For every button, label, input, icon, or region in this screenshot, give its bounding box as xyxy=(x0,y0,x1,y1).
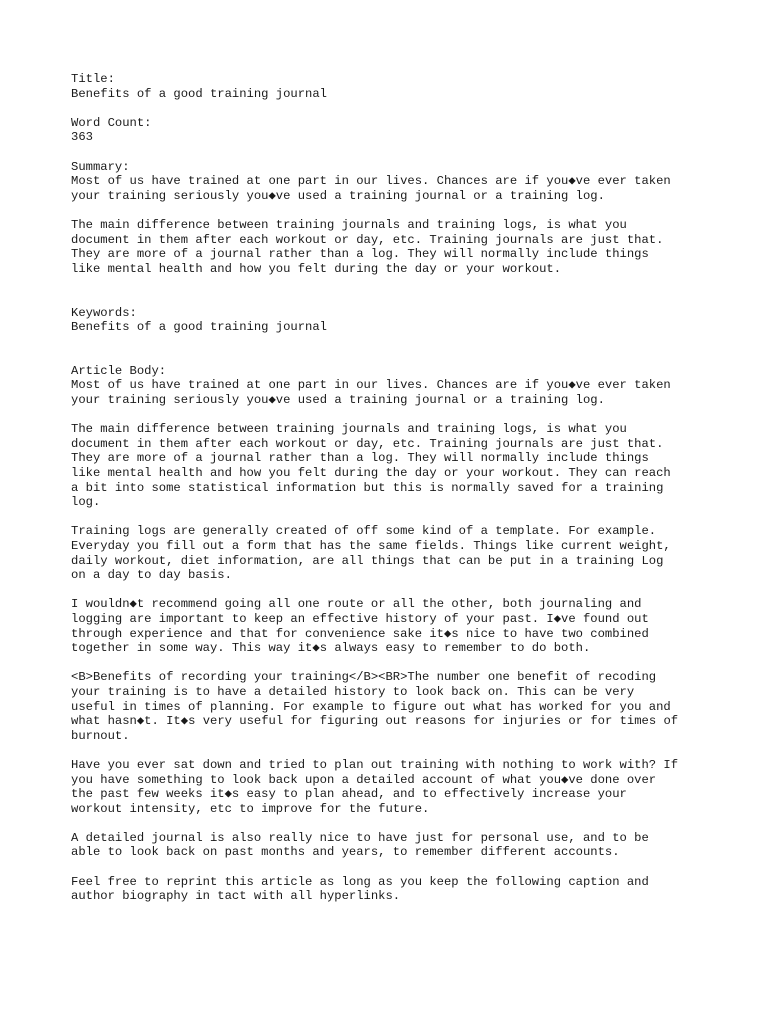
text-line: They are more of a journal rather than a log. They will normally include things xyxy=(71,451,649,466)
text-line: able to look back on past months and years, to remember different accounts. xyxy=(71,845,620,860)
title-label: Title: xyxy=(71,72,115,86)
article-paragraph xyxy=(71,670,751,743)
text-line: daily workout, diet information, are all things that can be put in a training Log xyxy=(71,553,664,568)
article-paragraph xyxy=(71,524,751,582)
keywords-value: Benefits of a good training journal xyxy=(71,320,327,335)
text-line: A detailed journal is also really nice to have just for personal use, and to be xyxy=(71,830,649,845)
word-count-value: 363 xyxy=(71,130,93,145)
text-line: the past few weeks it◆s easy to plan ahead, and to effectively increase your xyxy=(71,787,627,802)
title-value: Benefits of a good training journal xyxy=(71,86,327,101)
text-line: like mental health and how you felt during the day or your workout. They can reach xyxy=(71,466,671,481)
text-line: Training logs are generally created of off some kind of a template. For example. xyxy=(71,524,657,539)
summary-paragraph xyxy=(71,218,751,276)
text-line: what hasn◆t. It◆s very useful for figuring out reasons for injuries or for times of xyxy=(71,714,679,729)
article-paragraph xyxy=(71,831,751,860)
text-line: I wouldn◆t recommend going all one route or all the other, both journaling and xyxy=(71,597,642,612)
article-body-section xyxy=(71,378,751,903)
summary-section xyxy=(71,174,751,276)
article-body-label: Article Body: xyxy=(71,363,167,378)
text-line: workout intensity, etc to improve for the future. xyxy=(71,801,430,816)
text-line: They are more of a journal rather than a log. They will normally include things xyxy=(71,247,649,262)
text-line: Most of us have trained at one part in our lives. Chances are if you◆ve ever taken xyxy=(71,174,671,189)
text-line: log. xyxy=(71,495,101,510)
text-line: together in some way. This way it◆s always easy to remember to do both. xyxy=(71,641,591,656)
article-paragraph xyxy=(71,758,751,816)
keywords-label: Keywords: xyxy=(71,305,137,320)
text-line: author biography in tact with all hyperlinks. xyxy=(71,889,401,904)
word-count-label: Word Count: xyxy=(71,115,152,130)
text-line: on a day to day basis. xyxy=(71,568,232,583)
summary-label: Summary: xyxy=(71,159,130,174)
document-page xyxy=(71,72,751,904)
summary-paragraph xyxy=(71,174,751,203)
text-line: you have something to look back upon a detailed account of what you◆ve done over xyxy=(71,772,657,787)
text-line: Most of us have trained at one part in our lives. Chances are if you◆ve ever taken xyxy=(71,378,671,393)
text-line: useful in times of planning. For example to figure out what has worked for you and xyxy=(71,699,671,714)
text-line: your training seriously you◆ve used a training journal or a training log. xyxy=(71,393,605,408)
text-line: Have you ever sat down and tried to plan out training with nothing to work with? If xyxy=(71,757,679,772)
article-paragraph xyxy=(71,597,751,655)
text-line: document in them after each workout or day, etc. Training journals are just that. xyxy=(71,232,664,247)
text-line: Everyday you fill out a form that has the same fields. Things like current weight, xyxy=(71,539,671,553)
text-line: The main difference between training journals and training logs, is what you xyxy=(71,217,627,232)
text-line: The main difference between training journals and training logs, is what you xyxy=(71,422,627,437)
text-line: a bit into some statistical information but this is normally saved for a training xyxy=(71,480,664,495)
text-line: logging are important to keep an effective history of your past. I◆ve found out xyxy=(71,611,649,626)
article-paragraph xyxy=(71,378,751,407)
text-line: burnout. xyxy=(71,728,130,743)
text-line: <B>Benefits of recording your training</B><BR>The number one benefit of recoding xyxy=(71,670,657,685)
text-line: your training seriously you◆ve used a training journal or a training log. xyxy=(71,188,605,203)
text-line: like mental health and how you felt during the day or your workout. xyxy=(71,261,562,276)
text-line: your training is to have a detailed history to look back on. This can be very xyxy=(71,684,635,699)
text-line: document in them after each workout or day, etc. Training journals are just that. xyxy=(71,436,664,451)
text-line: through experience and that for convenience sake it◆s nice to have two combined xyxy=(71,626,649,641)
text-line: Feel free to reprint this article as long as you keep the following caption and xyxy=(71,874,649,889)
article-paragraph xyxy=(71,422,751,510)
article-paragraph xyxy=(71,875,751,904)
